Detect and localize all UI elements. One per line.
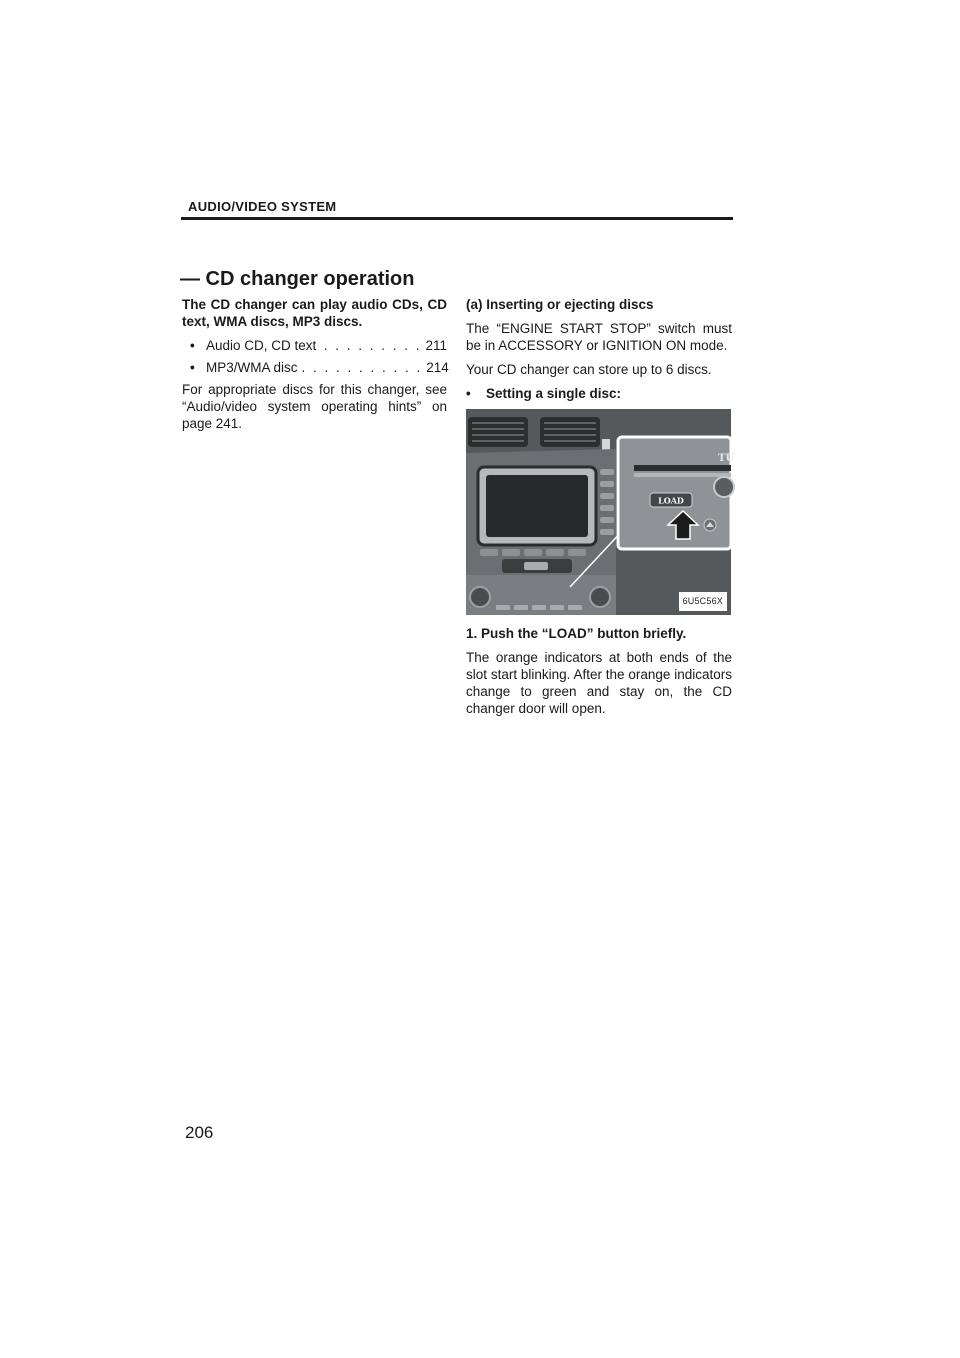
bullet-icon: • <box>466 386 471 401</box>
bullet-icon: • <box>190 360 195 375</box>
left-column <box>182 296 447 439</box>
toc-page-number: 211 <box>425 338 447 353</box>
right-air-vent-icon <box>540 417 600 447</box>
figure-caption: 6U5C56X <box>679 592 727 611</box>
switch-requirement-text: The “ENGINE START STOP” switch must be in ACCESSORY or IGNITION ON mode. <box>466 321 732 353</box>
toc-label: MP3/WMA disc <box>206 360 298 375</box>
right-column <box>466 296 735 724</box>
dashboard-illustration <box>466 409 735 615</box>
running-header: AUDIO/VIDEO SYSTEM <box>188 199 337 214</box>
toc-leader: . . . . . . . . . <box>323 338 422 353</box>
toc-page-number: 214 <box>426 360 449 375</box>
volume-knob-icon <box>470 587 490 607</box>
toc-label: Audio CD, CD text <box>206 338 317 353</box>
tune-knob-icon <box>590 587 610 607</box>
operating-hints-text: For appropriate discs for this changer, see “Audio/video system operating hints” on page 241. <box>182 382 447 431</box>
intro-text: The CD changer can play audio CDs, CD text, WMA discs, MP3 discs. <box>182 297 447 329</box>
subheading: (a) Inserting or ejecting discs <box>466 297 654 312</box>
section-title: — CD changer operation <box>180 268 415 290</box>
step-1: 1. Push the “LOAD” button briefly. <box>466 626 687 641</box>
left-air-vent-icon <box>468 417 528 447</box>
toc-item-audio-cd[interactable] <box>182 337 447 354</box>
toc-item-mp3-wma[interactable] <box>182 359 447 376</box>
header-rule <box>181 217 733 220</box>
bullet-heading-text: Setting a single disc: <box>486 386 622 401</box>
bullet-heading <box>466 385 732 402</box>
page-number: 206 <box>185 1123 214 1142</box>
capacity-text: Your CD changer can store up to 6 discs. <box>466 362 712 377</box>
dashboard-figure <box>466 409 735 615</box>
toc-leader: . . . . . . . . . . . <box>301 360 423 375</box>
svg-text:TU: TU <box>718 453 735 464</box>
bullet-icon: • <box>190 338 195 353</box>
indicator-description: The orange indicators at both ends of the slot start blinking. After the orange indicators change to green and stay on, the CD changer door will open. <box>466 650 732 716</box>
load-button-label: LOAD <box>658 495 684 506</box>
